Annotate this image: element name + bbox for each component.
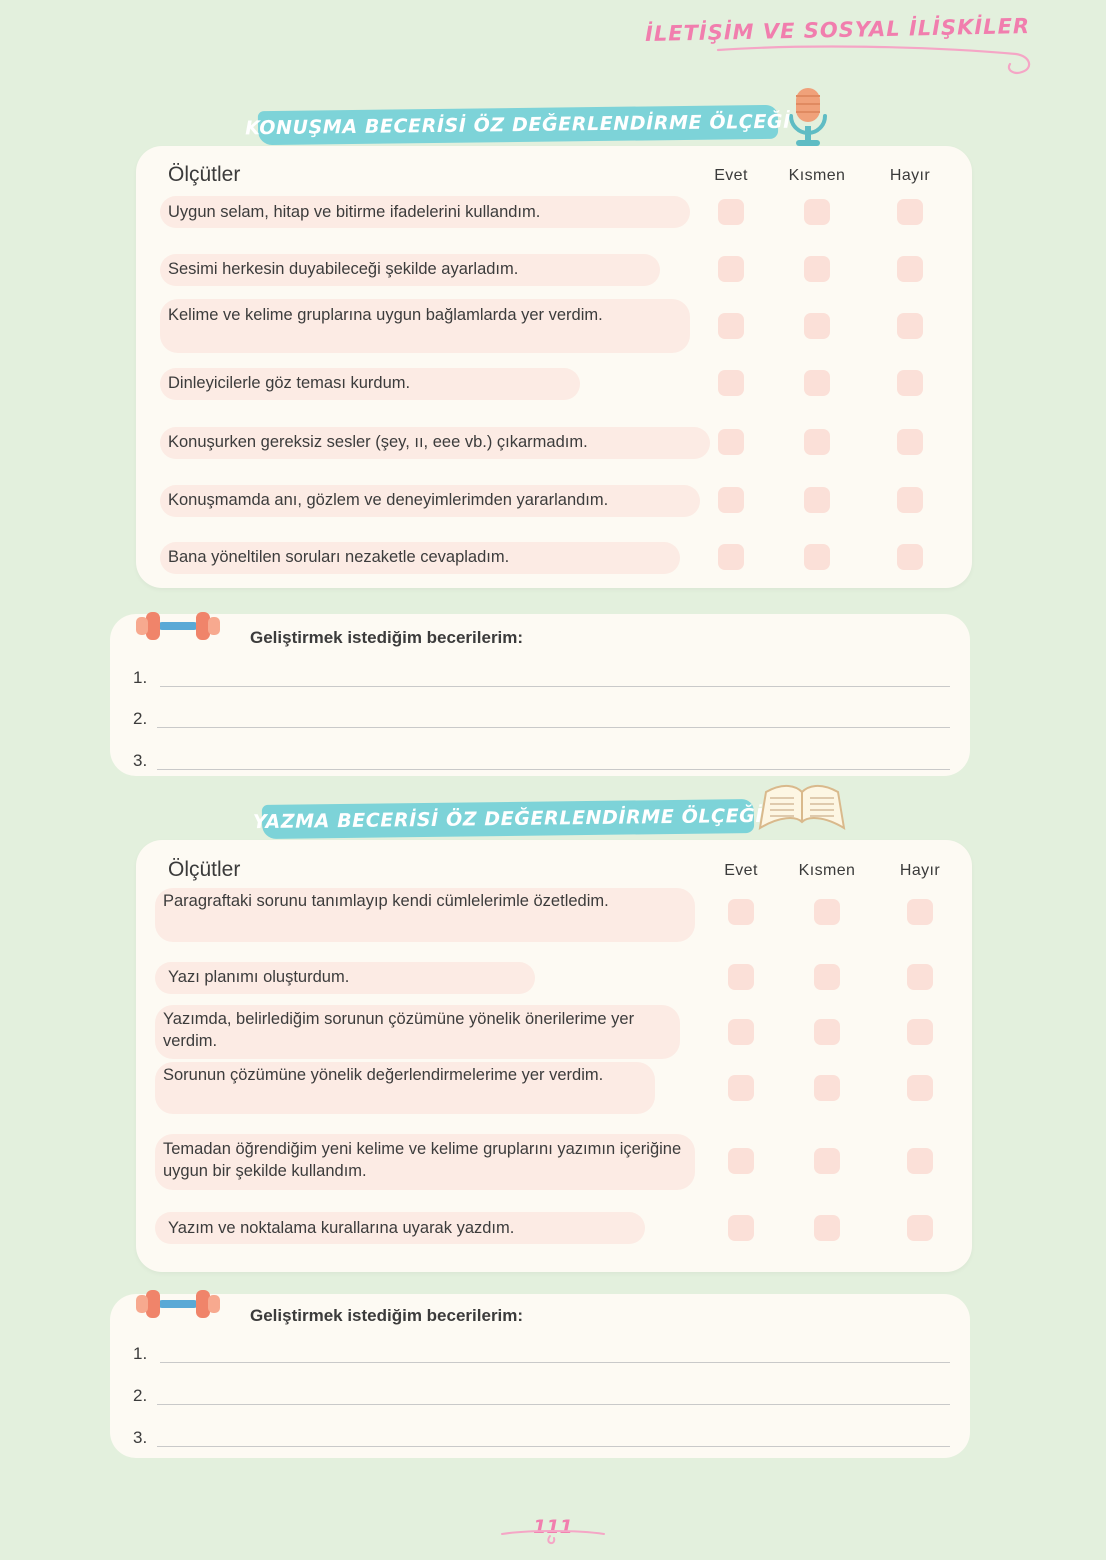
writing-notes-title: Geliştirmek istediğim becerilerim: — [250, 1306, 524, 1325]
speaking-row-3-hayir-checkbox[interactable] — [897, 313, 923, 339]
speaking-row-5-hayir-checkbox[interactable] — [897, 429, 923, 455]
dumbbell-icon — [128, 604, 228, 648]
speaking-row-3-text: Kelime ve kelime gruplarına uygun bağlamlarda yer verdim. — [168, 306, 603, 324]
page-number: 111 — [533, 1516, 573, 1538]
speaking-row-1-kismen-checkbox[interactable] — [804, 199, 830, 225]
speaking-row-2-evet-checkbox[interactable] — [718, 256, 744, 282]
speaking-note-number-2: 2. — [133, 709, 148, 728]
writing-row-2-hayir-checkbox[interactable] — [907, 964, 933, 990]
writing-row-1-text: Paragraftaki sorunu tanımlayıp kendi cümlelerimle özetledim. — [163, 892, 609, 910]
speaking-note-line-2[interactable] — [157, 727, 950, 728]
speaking-note-number-1: 1. — [133, 668, 148, 687]
writing-notes-panel — [110, 1294, 970, 1458]
speaking-scale-banner-label: KONUŞMA BECERİSİ ÖZ DEĞERLENDİRME ÖLÇEĞİ — [245, 110, 791, 140]
speaking-criteria-header: Ölçütler — [168, 163, 241, 186]
writing-row-6-hayir-checkbox[interactable] — [907, 1215, 933, 1241]
writing-row-1-kismen-checkbox[interactable] — [814, 899, 840, 925]
writing-row-1-evet-checkbox[interactable] — [728, 899, 754, 925]
writing-row-4-hayir-checkbox[interactable] — [907, 1075, 933, 1101]
writing-row-3-hayir-checkbox[interactable] — [907, 1019, 933, 1045]
speaking-row-7-text: Bana yöneltilen soruları nezaketle cevapladım. — [168, 548, 510, 566]
speaking-row-5-kismen-checkbox[interactable] — [804, 429, 830, 455]
writing-row-4-evet-checkbox[interactable] — [728, 1075, 754, 1101]
open-book-icon — [752, 778, 852, 840]
speaking-row-3-evet-checkbox[interactable] — [718, 313, 744, 339]
writing-row-5-text: Temadan öğrendiğim yeni kelime ve kelime gruplarını yazımın içeriğine uygun bir şekilde kullandım. — [163, 1140, 682, 1180]
page-header-title: İLETİŞİM VE SOSYAL İLİŞKİLER — [644, 13, 1031, 47]
speaking-note-number-3: 3. — [133, 751, 148, 770]
speaking-row-1-evet-checkbox[interactable] — [718, 199, 744, 225]
writing-row-5-evet-checkbox[interactable] — [728, 1148, 754, 1174]
writing-row-3-kismen-checkbox[interactable] — [814, 1019, 840, 1045]
writing-row-3-evet-checkbox[interactable] — [728, 1019, 754, 1045]
writing-row-5-hayir-checkbox[interactable] — [907, 1148, 933, 1174]
speaking-scale-banner — [245, 105, 791, 145]
speaking-row-6-hayir-checkbox[interactable] — [897, 487, 923, 513]
speaking-notes-title: Geliştirmek istediğim becerilerim: — [250, 628, 524, 647]
writing-row-6-evet-checkbox[interactable] — [728, 1215, 754, 1241]
writing-column-kismen: Kısmen — [798, 862, 856, 879]
writing-note-number-3: 3. — [133, 1428, 148, 1447]
writing-scale-banner-label: YAZMA BECERİSİ ÖZ DEĞERLENDİRME ÖLÇEĞİ — [252, 804, 764, 834]
writing-row-6-text: Yazım ve noktalama kurallarına uyarak yazdım. — [168, 1219, 515, 1237]
speaking-note-line-1[interactable] — [160, 686, 950, 687]
writing-row-1-hayir-checkbox[interactable] — [907, 899, 933, 925]
speaking-note-line-3[interactable] — [157, 769, 950, 770]
speaking-row-2-kismen-checkbox[interactable] — [804, 256, 830, 282]
writing-note-line-1[interactable] — [160, 1362, 950, 1363]
writing-column-evet: Evet — [724, 862, 758, 879]
speaking-column-hayir: Hayır — [889, 167, 931, 184]
header-swoosh-decoration — [716, 44, 1036, 80]
speaking-row-4-kismen-checkbox[interactable] — [804, 370, 830, 396]
speaking-row-5-evet-checkbox[interactable] — [718, 429, 744, 455]
speaking-row-1-hayir-checkbox[interactable] — [897, 199, 923, 225]
writing-column-hayir: Hayır — [899, 862, 941, 879]
speaking-row-4-hayir-checkbox[interactable] — [897, 370, 923, 396]
writing-note-line-3[interactable] — [157, 1446, 950, 1447]
writing-row-6-kismen-checkbox[interactable] — [814, 1215, 840, 1241]
page-number-swirl-decoration — [498, 1528, 608, 1554]
speaking-column-kismen: Kısmen — [788, 167, 846, 184]
writing-note-number-1: 1. — [133, 1344, 148, 1363]
speaking-row-6-evet-checkbox[interactable] — [718, 487, 744, 513]
writing-row-3-text: Yazımda, belirlediğim sorunun çözümüne yönelik önerilerime yer verdim. — [163, 1010, 635, 1050]
speaking-row-1-text: Uygun selam, hitap ve bitirme ifadelerini kullandım. — [168, 203, 541, 221]
writing-row-2-kismen-checkbox[interactable] — [814, 964, 840, 990]
writing-row-2-text: Yazı planımı oluşturdum. — [168, 968, 350, 986]
writing-row-4-text: Sorunun çözümüne yönelik değerlendirmelerime yer verdim. — [163, 1066, 604, 1084]
speaking-row-6-kismen-checkbox[interactable] — [804, 487, 830, 513]
writing-row-5-kismen-checkbox[interactable] — [814, 1148, 840, 1174]
speaking-row-7-hayir-checkbox[interactable] — [897, 544, 923, 570]
speaking-row-6-text: Konuşmamda anı, gözlem ve deneyimlerimden yararlandım. — [168, 491, 609, 509]
speaking-row-2-text: Sesimi herkesin duyabileceği şekilde ayarladım. — [168, 260, 519, 278]
speaking-row-2-hayir-checkbox[interactable] — [897, 256, 923, 282]
speaking-row-7-evet-checkbox[interactable] — [718, 544, 744, 570]
writing-note-number-2: 2. — [133, 1386, 148, 1405]
speaking-row-4-text: Dinleyicilerle göz teması kurdum. — [168, 374, 411, 392]
writing-row-4-kismen-checkbox[interactable] — [814, 1075, 840, 1101]
writing-scale-banner — [252, 799, 764, 839]
writing-row-2-evet-checkbox[interactable] — [728, 964, 754, 990]
speaking-row-3-kismen-checkbox[interactable] — [804, 313, 830, 339]
writing-note-line-2[interactable] — [157, 1404, 950, 1405]
speaking-row-4-evet-checkbox[interactable] — [718, 370, 744, 396]
speaking-row-7-kismen-checkbox[interactable] — [804, 544, 830, 570]
dumbbell-icon — [128, 1282, 228, 1326]
speaking-column-evet: Evet — [714, 167, 748, 184]
speaking-row-5-text: Konuşurken gereksiz sesler (şey, ıı, eee vb.) çıkarmadım. — [168, 433, 588, 451]
writing-criteria-header: Ölçütler — [168, 858, 241, 881]
speaking-notes-panel — [110, 614, 970, 776]
